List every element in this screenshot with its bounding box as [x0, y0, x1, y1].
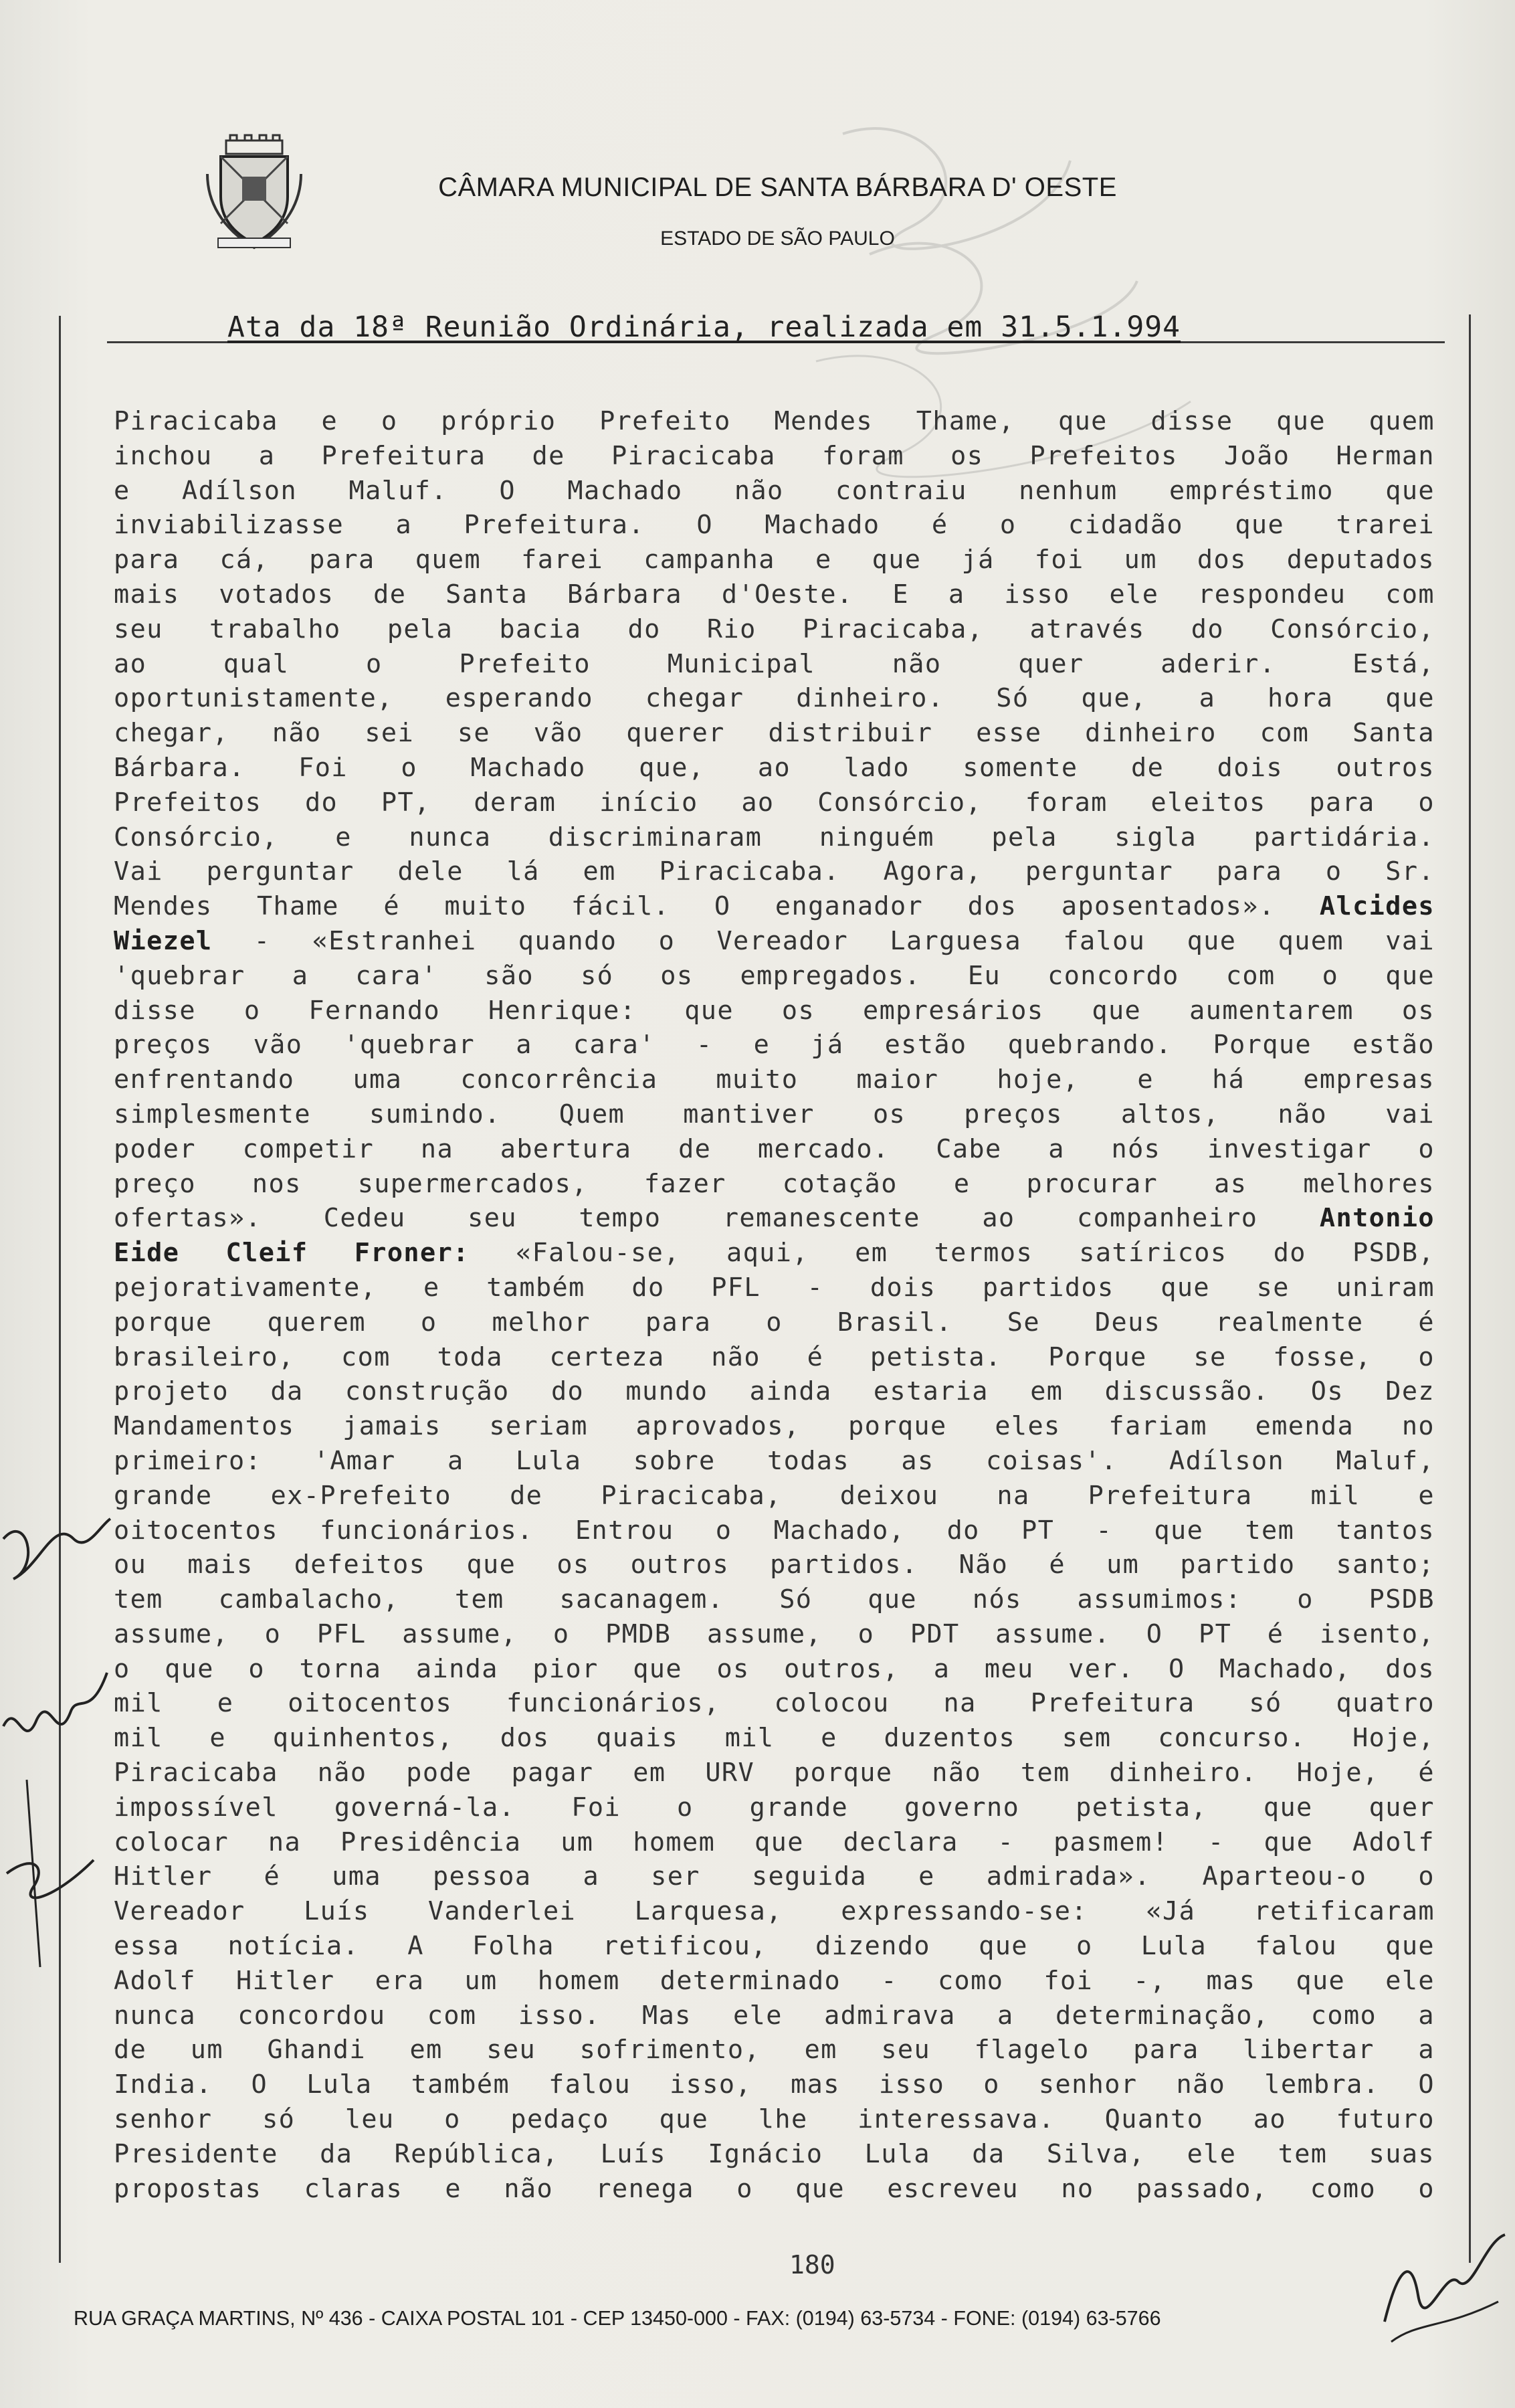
line-text: para cá, para quem farei campanha e que já foi um dos deputados [114, 545, 1435, 575]
line-text: Mendes Thame é muito fácil. O enganador dos aposentados». [114, 891, 1276, 922]
line-text: mil e quinhentos, dos quais mil e duzentos sem concurso. Hoje, [114, 1723, 1435, 1754]
line-text: brasileiro, com toda certeza não é petista. Porque se fosse, o [114, 1341, 1435, 1372]
line-text: impossível governá-la. Foi o grande governo petista, que quer [114, 1792, 1435, 1823]
text-line [114, 681, 1435, 716]
line-text: e Adílson Maluf. O Machado não contraiu nenhum empréstimo que [114, 475, 1435, 506]
text-line [114, 1756, 1435, 1790]
text-line [114, 404, 1435, 439]
speaker-name: Eide Cleif Froner: [114, 1238, 470, 1269]
line-text: enfrentando uma concorrência muito maior hoje, e há empresas [114, 1064, 1435, 1095]
line-text: poder competir na abertura de mercado. Cabe a nós investigar o [114, 1133, 1435, 1164]
text-line [114, 1340, 1435, 1375]
text-line [114, 1271, 1435, 1305]
text-line [114, 1652, 1435, 1687]
text-line [114, 2033, 1435, 2067]
line-text: Piracicaba não pode pagar em URV porque não tem dinheiro. Hoje, é [114, 1758, 1435, 1788]
text-line [114, 2067, 1435, 2102]
text-line [114, 1028, 1435, 1062]
line-text: inchou a Prefeitura de Piracicaba foram os Prefeitos João Herman [114, 440, 1435, 471]
text-line [114, 820, 1435, 855]
line-text: «Falou-se, aqui, em termos satíricos do PSDB, [469, 1238, 1435, 1269]
text-line [114, 1790, 1435, 1825]
text-line [114, 1617, 1435, 1652]
text-line [114, 1825, 1435, 1860]
text-line [114, 1444, 1435, 1479]
signature-mark [0, 1499, 114, 1980]
text-line [114, 647, 1435, 682]
text-line [114, 1721, 1435, 1756]
line-text: preços vão 'quebrar a cara' - e já estão quebrando. Porque estão [114, 1030, 1435, 1060]
text-line [114, 1999, 1435, 2033]
line-text: primeiro: 'Amar a Lula sobre todas as coisas'. Adílson Maluf, [114, 1445, 1435, 1476]
text-line [114, 2137, 1435, 2172]
text-line [114, 1167, 1435, 1202]
line-text: - «Estranhei quando o Vereador Larguesa falou que quem vai [212, 925, 1435, 956]
text-line [114, 577, 1435, 612]
text-line [114, 994, 1435, 1028]
text-line [114, 959, 1435, 994]
text-line [114, 1236, 1435, 1271]
text-line [114, 1374, 1435, 1409]
line-text: grande ex-Prefeito de Piracicaba, deixou na Prefeitura mil e [114, 1480, 1435, 1511]
line-text: Consórcio, e nunca discriminaram ninguém pela sigla partidária. [114, 822, 1435, 852]
text-line [114, 889, 1435, 924]
line-text: mil e oitocentos funcionários, colocou na Prefeitura só quatro [114, 1688, 1435, 1719]
text-line [114, 1859, 1435, 1894]
text-line [114, 854, 1435, 889]
line-text: mais votados de Santa Bárbara d'Oeste. E a isso ele respondeu com [114, 579, 1435, 610]
text-line [114, 474, 1435, 508]
text-line [114, 1686, 1435, 1721]
text-line [114, 1097, 1435, 1132]
minutes-body [114, 404, 1435, 2206]
line-text: oportunistamente, esperando chegar dinheiro. Só que, a hora que [114, 683, 1435, 714]
line-text: Hitler é uma pessoa a ser seguida e admirada». Aparteou-o o [114, 1861, 1435, 1892]
signature-mark [1378, 2228, 1512, 2348]
line-text: ou mais defeitos que os outros partidos. Não é um partido santo; [114, 1550, 1435, 1580]
text-line [114, 716, 1435, 751]
page-number: 180 [789, 2250, 835, 2280]
text-line [114, 2102, 1435, 2137]
line-text: de um Ghandi em seu sofrimento, em seu flagelo para libertar a [114, 2035, 1435, 2065]
text-line [114, 1479, 1435, 1513]
minutes-title: Ata da 18ª Reunião Ordinária, realizada em 31.5.1.994 [227, 310, 1181, 344]
line-text: ao qual o Prefeito Municipal não quer aderir. Está, [114, 648, 1435, 679]
text-line [114, 1582, 1435, 1617]
line-text: disse o Fernando Henrique: que os empresários que aumentarem os [114, 995, 1435, 1026]
text-line [114, 543, 1435, 577]
speaker-name: Alcides [1319, 891, 1435, 922]
line-text: Bárbara. Foi o Machado que, ao lado somente de dois outros [114, 752, 1435, 783]
line-text: simplesmente sumindo. Quem mantiver os preços altos, não vai [114, 1099, 1435, 1129]
line-text: ofertas». Cedeu seu tempo remanescente ao companheiro [114, 1203, 1258, 1234]
line-text: porque querem o melhor para o Brasil. Se Deus realmente é [114, 1307, 1435, 1337]
institution-name: CÂMARA MUNICIPAL DE SANTA BÁRBARA D' OESTE [438, 173, 1117, 202]
line-text: o que o torna ainda pior que os outros, a meu ver. O Machado, dos [114, 1653, 1435, 1684]
line-text: preço nos supermercados, fazer cotação e procurar as melhores [114, 1168, 1435, 1199]
line-text: Adolf Hitler era um homem determinado - como foi -, mas que ele [114, 1965, 1435, 1996]
text-line [114, 439, 1435, 474]
speaker-name: Antonio [1319, 1203, 1435, 1234]
line-text: chegar, não sei se vão querer distribuir esse dinheiro com Santa [114, 718, 1435, 749]
text-line [114, 1929, 1435, 1964]
line-text: Vai perguntar dele lá em Piracicaba. Agora, perguntar para o Sr. [114, 856, 1435, 887]
line-text: tem cambalacho, tem sacanagem. Só que nós assumimos: o PSDB [114, 1584, 1435, 1615]
line-text: Presidente da República, Luís Ignácio Lula da Silva, ele tem suas [114, 2138, 1435, 2169]
text-line [114, 1409, 1435, 1444]
text-line [114, 924, 1435, 959]
line-text: colocar na Presidência um homem que declara - pasmem! - que Adolf [114, 1827, 1435, 1857]
line-text: Vereador Luís Vanderlei Larquesa, expressando-se: «Já retificaram [114, 1896, 1435, 1927]
line-text: oitocentos funcionários. Entrou o Machado, do PT - que tem tantos [114, 1515, 1435, 1546]
footer-address: RUA GRAÇA MARTINS, Nº 436 - CAIXA POSTAL 101 - CEP 13450-000 - FAX: (0194) 63-5734 - FONE: (0194) 63-5766 [74, 2307, 1161, 2330]
text-line [114, 1062, 1435, 1097]
line-text: pejorativamente, e também do PFL - dois partidos que se uniram [114, 1272, 1435, 1303]
text-line [114, 1201, 1435, 1236]
line-text: assume, o PFL assume, o PMDB assume, o PDT assume. O PT é isento, [114, 1618, 1435, 1649]
line-text: inviabilizasse a Prefeitura. O Machado é o cidadão que trarei [114, 510, 1435, 541]
line-text: essa notícia. A Folha retificou, dizendo que o Lula falou que [114, 1931, 1435, 1962]
text-line [114, 612, 1435, 647]
text-line [114, 751, 1435, 785]
right-frame-rule [1469, 314, 1471, 2263]
line-text: projeto da construção do mundo ainda estaria em discussão. Os Dez [114, 1376, 1435, 1407]
line-text: Mandamentos jamais seriam aprovados, porque eles fariam emenda no [114, 1411, 1435, 1442]
line-text: 'quebrar a cara' são só os empregados. Eu concordo com o que [114, 960, 1435, 991]
text-line [114, 1132, 1435, 1167]
text-line [114, 508, 1435, 543]
line-text: nunca concordou com isso. Mas ele admirava a determinação, como a [114, 2000, 1435, 2031]
state-name: ESTADO DE SÃO PAULO [660, 227, 895, 250]
line-text: Prefeitos do PT, deram início ao Consórcio, foram eleitos para o [114, 787, 1435, 818]
text-line [114, 1513, 1435, 1548]
text-line [114, 2172, 1435, 2207]
text-line [114, 1964, 1435, 1999]
speaker-name: Wiezel [114, 925, 213, 956]
text-line [114, 1548, 1435, 1582]
text-line [114, 1305, 1435, 1340]
line-text: seu trabalho pela bacia do Rio Piracicaba, através do Consórcio, [114, 614, 1435, 644]
line-text: India. O Lula também falou isso, mas isso o senhor não lembra. O [114, 2069, 1435, 2100]
line-text: Piracicaba e o próprio Prefeito Mendes Thame, que disse que quem [114, 406, 1435, 436]
line-text: senhor só leu o pedaço que lhe interessava. Quanto ao futuro [114, 2104, 1435, 2135]
text-line [114, 1894, 1435, 1929]
text-line [114, 785, 1435, 820]
line-text: propostas claras e não renega o que escreveu no passado, como o [114, 2173, 1435, 2204]
